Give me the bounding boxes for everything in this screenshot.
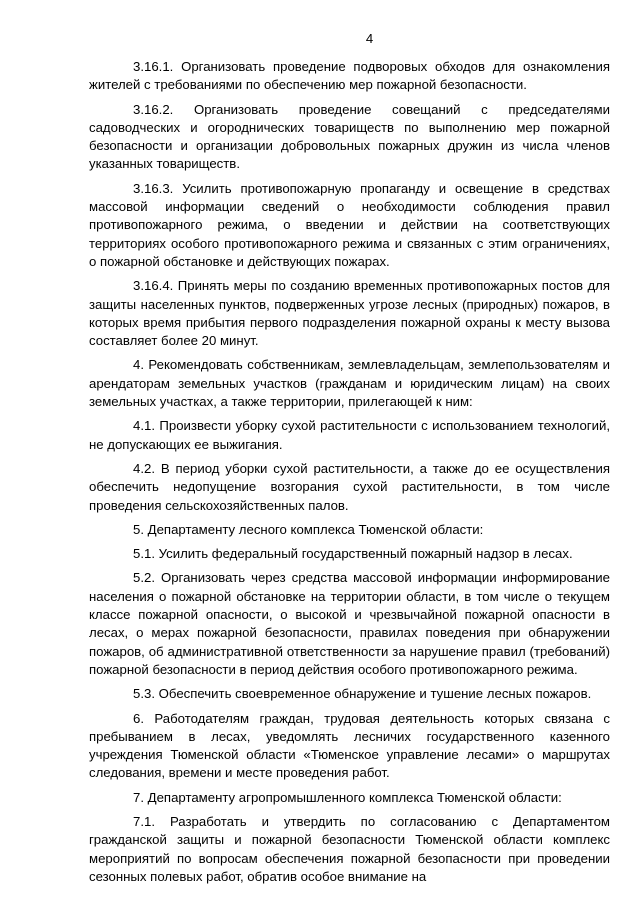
paragraph-4: 4. Рекомендовать собственникам, землевладельцам, землепользователям и арендаторам земельных участков (гражданам и юридическим лицам) на своих земельных участках, а также территории, прилегающей к ним: bbox=[89, 357, 610, 410]
paragraph-5-2: 5.2. Организовать через средства массовой информации информирование населения о пожарной обстановке на территории области, в том числе о текущем классе пожарной опасности, о высокой и чрезвычайной пожарной опасности в лесах, о мерах пожарной безопасности, правилах поведения при обнаружении пожаров, об административной ответственности за нарушение правил (требований) пожарной безопасности в период действия особого противопожарного режима. bbox=[89, 570, 610, 677]
paragraph-3-16-2: 3.16.2. Организовать проведение совещаний с председателями садоводческих и огороднических товариществ по выполнению мер пожарной безопасности и организации добровольных пожарных дружин из числа членов указанных товариществ. bbox=[89, 101, 610, 172]
paragraph-3-16-3: 3.16.3. Усилить противопожарную пропаганду и освещение в средствах массовой информации сведений о необходимости соблюдения правил противопожарного режима, о введении и действии на соответствующих территориях особого противопожарного режима и связанных с этим ограничениях, о пожарной обстановке и действующих пожарах. bbox=[89, 180, 610, 269]
paragraph-5-3: 5.3. Обеспечить своевременное обнаружение и тушение лесных пожаров. bbox=[133, 686, 592, 702]
paragraph-6: 6. Работодателям граждан, трудовая деятельность которых связана с пребыванием в лесах, уведомлять лесничих государственного казенного учреждения Тюменской области «Тюменское управление лесами» о маршрутах следования, времени и месте проведения работ. bbox=[89, 710, 610, 781]
paragraph-5: 5. Департаменту лесного комплекса Тюменской области: bbox=[133, 521, 484, 537]
paragraph-4-1: 4.1. Произвести уборку сухой растительности с использованием технологий, не допускающих ее выжигания. bbox=[89, 418, 610, 452]
paragraph-5-1: 5.1. Усилить федеральный государственный пожарный надзор в лесах. bbox=[133, 546, 573, 562]
paragraph-7-1: 7.1. Разработать и утвердить по согласованию с Департаментом гражданской защиты и пожарной безопасности Тюменской области комплекс мероприятий по вопросам обеспечения пожарной безопасности при проведении сезонных полевых работ, обратив особое внимание на bbox=[89, 813, 610, 884]
paragraph-4-2: 4.2. В период уборки сухой растительности, а также до ее осуществления обеспечить недопущение возгорания сухой растительности, в том числе проведения сельскохозяйственных палов. bbox=[89, 460, 610, 513]
paragraph-7: 7. Департаменту агропромышленного комплекса Тюменской области: bbox=[133, 789, 562, 805]
paragraph-3-16-1: 3.16.1. Организовать проведение подворовых обходов для ознакомления жителей с требованиями по обеспечению мер пожарной безопасности. bbox=[89, 59, 610, 93]
page-number: 4 bbox=[365, 31, 374, 46]
paragraph-3-16-4: 3.16.4. Принять меры по созданию временных противопожарных постов для защиты населенных пунктов, подверженных угрозе лесных (природных) пожаров, в которых время прибытия первого подразделения пожарной охраны к месту вызова составляет более 20 минут. bbox=[89, 278, 610, 349]
